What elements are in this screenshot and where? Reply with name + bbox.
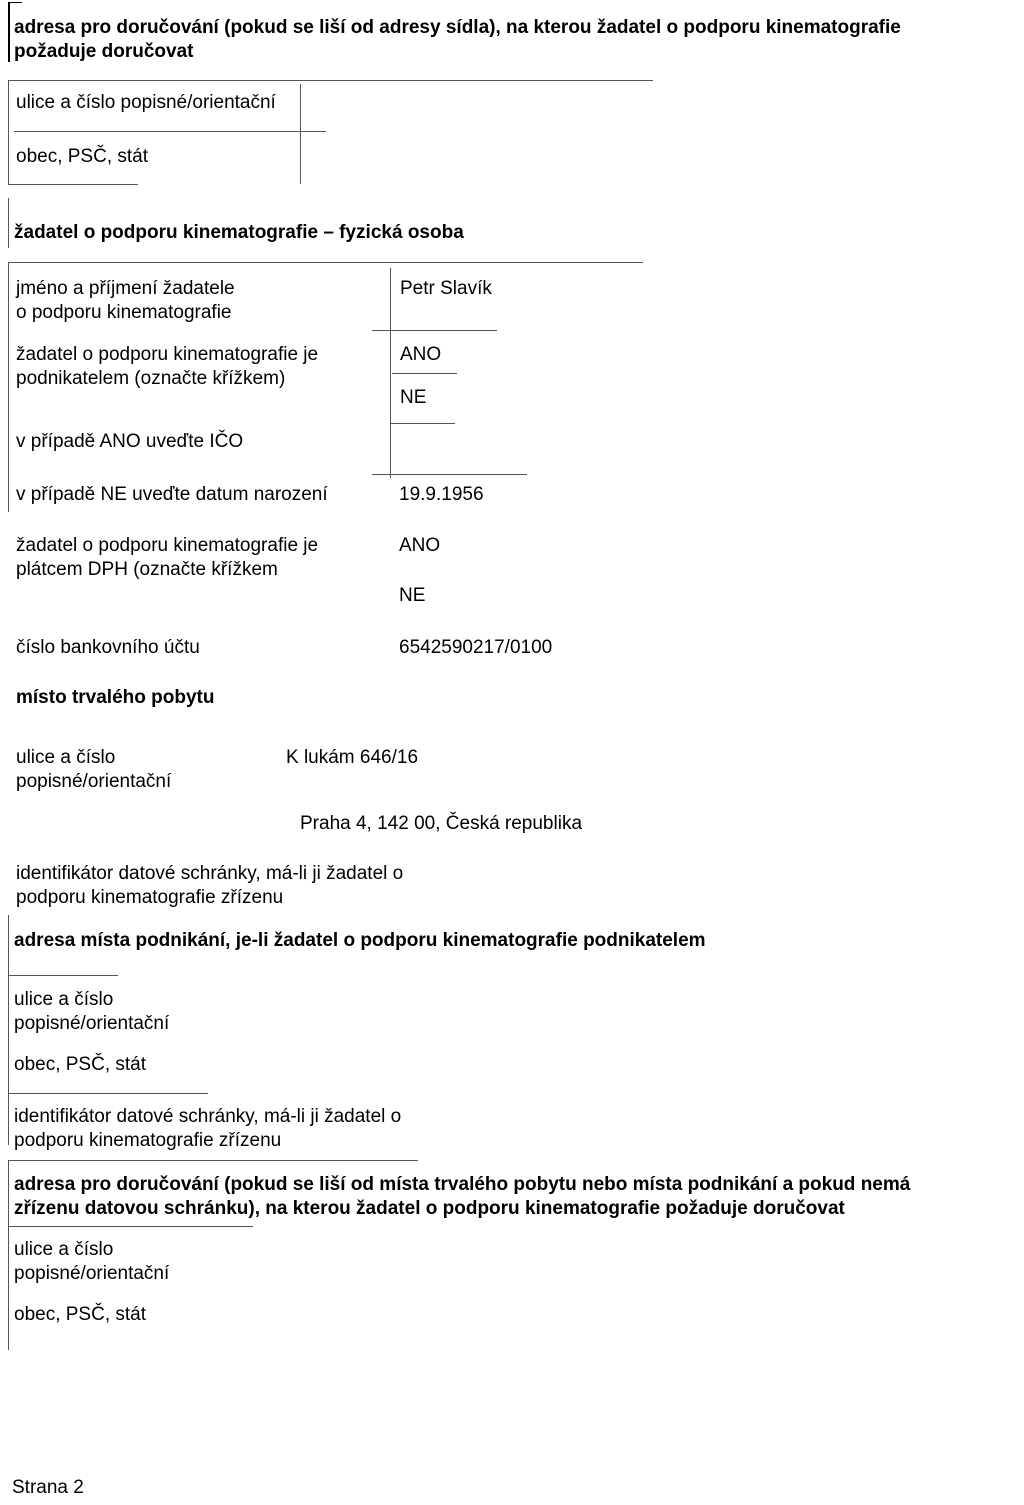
databox-label: identifikátor datové schránky, má-li ji žadatel o: [14, 1106, 402, 1127]
street-label-continued: popisné/orientační: [14, 1263, 170, 1284]
section-heading: adresa pro doručování (pokud se liší od adresy sídla), na kterou žadatel o podporu kinematografie: [14, 17, 901, 38]
applicant-name-label-continued: o podporu kinematografie: [16, 302, 232, 323]
vat-payer-label-continued: plátcem DPH (označte křížkem: [16, 559, 278, 580]
applicant-name-value[interactable]: Petr Slavík: [400, 278, 492, 299]
street-label-continued: popisné/orientační: [14, 1013, 170, 1034]
applicant-name-label: jméno a příjmení žadatele: [16, 278, 235, 299]
section-heading-continued: požaduje doručovat: [14, 41, 194, 62]
bank-account-value[interactable]: 6542590217/0100: [399, 637, 553, 658]
section-heading: žadatel o podporu kinematografie – fyzická osoba: [14, 222, 464, 243]
entrepreneur-label-continued: podnikatelem (označte křížkem): [16, 368, 286, 389]
bank-account-label: číslo bankovního účtu: [16, 637, 200, 658]
section-heading-continued: zřízenu datovou schránku), na kterou žadatel o podporu kinematografie požaduje doručovat: [14, 1198, 845, 1219]
ico-label: v případě ANO uveďte IČO: [16, 431, 244, 452]
birthdate-value[interactable]: 19.9.1956: [399, 484, 484, 505]
page-number: Strana 2: [12, 1477, 84, 1498]
street-label: ulice a číslo: [14, 989, 114, 1010]
entrepreneur-yes-checkbox[interactable]: ANO: [400, 344, 442, 365]
street-label-continued: popisné/orientační: [16, 771, 172, 792]
section-heading: adresa místa podnikání, je-li žadatel o podporu kinematografie podnikatelem: [14, 930, 706, 951]
databox-label-continued: podporu kinematografie zřízenu: [14, 1130, 282, 1151]
vat-no-checkbox[interactable]: NE: [399, 585, 426, 606]
street-label: ulice a číslo popisné/orientační: [16, 92, 276, 113]
street-label: ulice a číslo: [16, 747, 116, 768]
section-heading: místo trvalého pobytu: [16, 687, 215, 708]
entrepreneur-label: žadatel o podporu kinematografie je: [16, 344, 319, 365]
vat-payer-label: žadatel o podporu kinematografie je: [16, 535, 319, 556]
city-label: obec, PSČ, stát: [14, 1054, 147, 1075]
databox-label: identifikátor datové schránky, má-li ji žadatel o: [16, 863, 404, 884]
section-heading: adresa pro doručování (pokud se liší od místa trvalého pobytu nebo místa podnikání a pokud nemá: [14, 1174, 911, 1195]
vat-yes-checkbox[interactable]: ANO: [399, 535, 441, 556]
city-value[interactable]: Praha 4, 142 00, Česká republika: [300, 813, 583, 834]
street-value[interactable]: K lukám 646/16: [286, 747, 419, 768]
street-label: ulice a číslo: [14, 1239, 114, 1260]
city-label: obec, PSČ, stát: [16, 146, 149, 167]
birthdate-label: v případě NE uveďte datum narození: [16, 484, 328, 505]
databox-label-continued: podporu kinematografie zřízenu: [16, 887, 284, 908]
entrepreneur-no-checkbox[interactable]: NE: [400, 387, 427, 408]
city-label: obec, PSČ, stát: [14, 1304, 147, 1325]
